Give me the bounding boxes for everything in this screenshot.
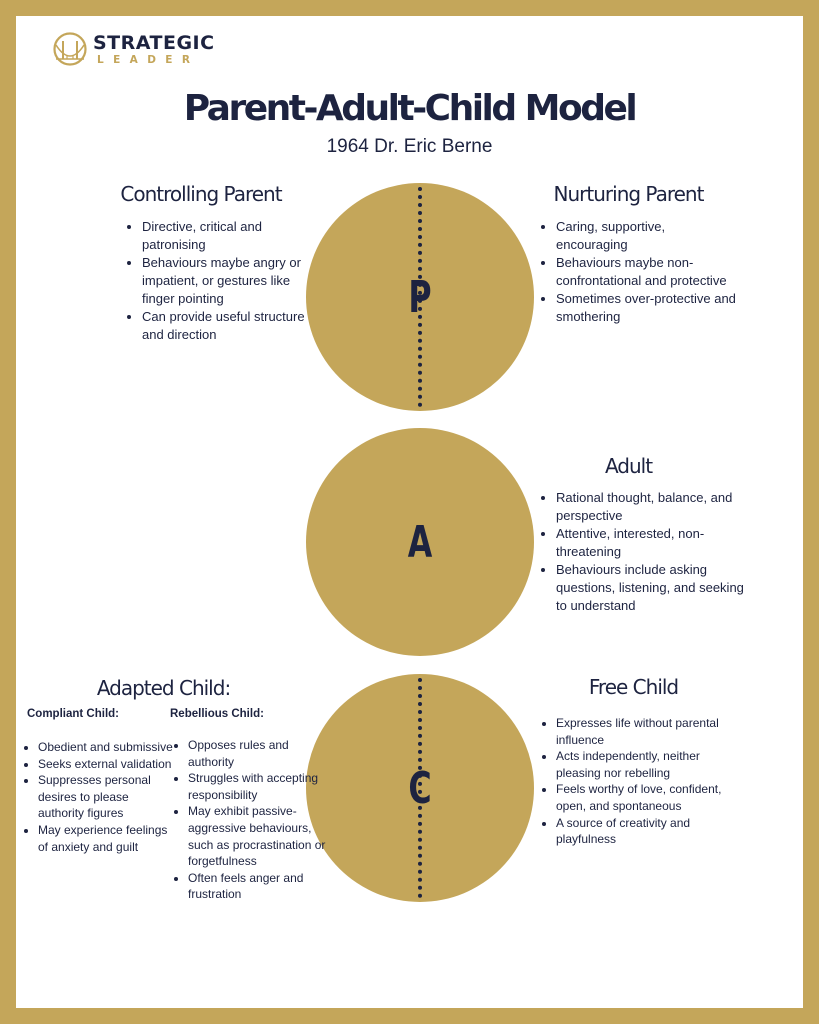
adapted-child-heading: Adapted Child: (96, 676, 231, 700)
rebellious-child-list (172, 737, 328, 903)
infographic-page (16, 16, 803, 1008)
list-item: • Caring, supportive, encouraging (556, 218, 736, 254)
page-title: Parent-Adult-Child Model (183, 88, 636, 129)
parent-circle (306, 183, 534, 411)
rebellious-child-heading: Rebellious Child: (170, 708, 264, 720)
list-item: • Behaviours include asking questions, listening, and seeking to understand (556, 561, 746, 615)
free-child-list (540, 715, 746, 848)
free-child-heading: Free Child (588, 675, 679, 699)
list-item: • Acts independently, neither pleasing nor rebelling (556, 748, 746, 781)
list-item: • Can provide useful structure and direction (142, 308, 317, 344)
compliant-child-list (22, 739, 178, 855)
compliant-child-heading: Compliant Child: (27, 708, 119, 720)
list-item: • Seeks external validation (38, 756, 178, 773)
list-item: • Behaviours maybe non-confrontational and protective (556, 254, 736, 290)
list-item: • Rational thought, balance, and perspective (556, 489, 746, 525)
list-item: • A source of creativity and playfulness (556, 815, 746, 848)
logo-wordmark-strategic: STRATEGIC (93, 32, 215, 54)
list-item: • Often feels anger and frustration (188, 870, 328, 903)
list-item: • Feels worthy of love, confident, open, and spontaneous (556, 781, 746, 814)
list-item: • Directive, critical and patronising (142, 218, 317, 254)
list-item: • Obedient and submissive (38, 739, 178, 756)
list-item: • Struggles with accepting responsibility (188, 770, 328, 803)
list-item: • Sometimes over-protective and smothering (556, 290, 736, 326)
list-item: • Behaviours maybe angry or impatient, or gestures like finger pointing (142, 254, 317, 308)
child-letter: C (408, 762, 432, 814)
list-item: • May experience feelings of anxiety and guilt (38, 822, 178, 855)
list-item: • May exhibit passive-aggressive behaviours, such as procrastination or forgetfulness (188, 803, 328, 869)
logo-wordmark-leader: LEADER (97, 54, 200, 66)
page-subtitle: 1964 Dr. Eric Berne (326, 136, 493, 157)
nurturing-parent-list (540, 218, 736, 326)
list-item: • Suppresses personal desires to please authority figures (38, 772, 178, 822)
logo-bridge-icon (53, 32, 87, 66)
controlling-parent-list (126, 218, 317, 344)
nurturing-parent-heading: Nurturing Parent (553, 182, 704, 206)
list-item: • Attentive, interested, non-threatening (556, 525, 746, 561)
controlling-parent-heading: Controlling Parent (120, 182, 282, 206)
list-item: • Expresses life without parental influence (556, 715, 746, 748)
adult-heading: Adult (604, 454, 653, 478)
adult-list (540, 489, 746, 615)
adult-letter: A (407, 516, 433, 568)
child-circle (306, 674, 534, 902)
list-item: • Opposes rules and authority (188, 737, 328, 770)
parent-letter: P (408, 271, 432, 323)
adult-circle (306, 428, 534, 656)
